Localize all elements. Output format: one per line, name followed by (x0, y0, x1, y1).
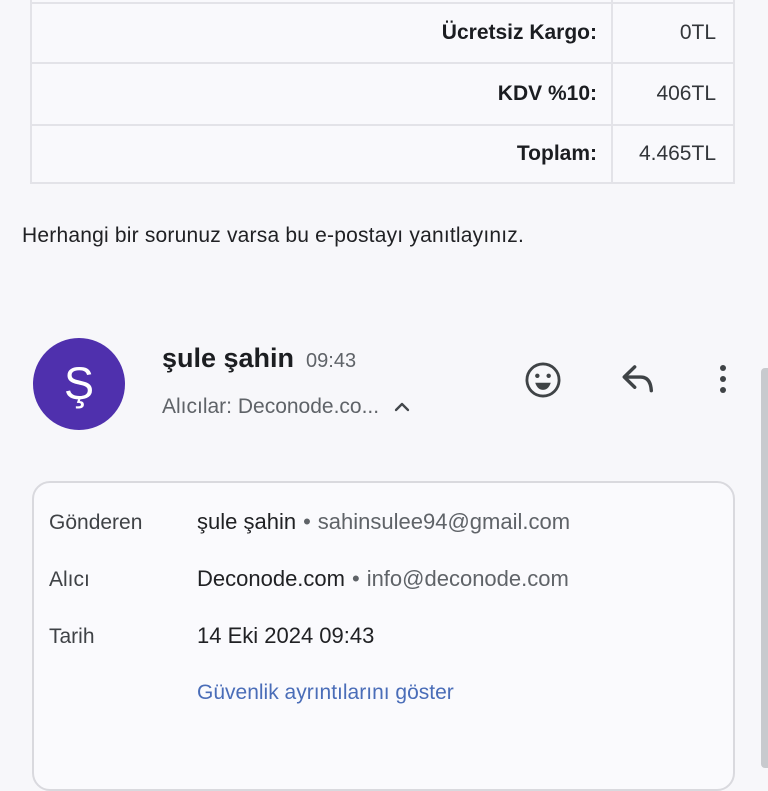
detail-value-primary: 14 Eki 2024 09:43 (197, 623, 375, 648)
chevron-up-icon (391, 396, 413, 418)
scrollbar-thumb[interactable] (761, 368, 768, 768)
avatar-letter: Ş (63, 358, 94, 409)
sender-name: şule şahin (162, 343, 295, 373)
detail-label: Gönderen (49, 511, 143, 534)
table-label-cell: Ücretsiz Kargo: (441, 21, 597, 44)
table-row (32, 62, 733, 124)
bullet-separator: • (351, 566, 360, 591)
recipients-label: Alıcılar: Deconode.co... (162, 395, 380, 418)
sent-time: 09:43 (306, 350, 357, 372)
order-summary-table (30, 0, 735, 184)
reply-arrow-icon (616, 357, 660, 401)
more-options-button[interactable] (701, 357, 745, 401)
detail-row-date (49, 623, 733, 650)
detail-label: Tarih (49, 625, 95, 648)
security-details-link[interactable]: Güvenlik ayrıntılarını göster (197, 681, 454, 704)
recipients-toggle[interactable] (162, 395, 413, 419)
table-value-cell (611, 0, 733, 2)
sender-name-line (162, 343, 356, 374)
detail-value-primary: şule şahin (197, 509, 297, 534)
sender-avatar[interactable] (33, 338, 125, 430)
detail-row-recipient (49, 566, 733, 593)
table-row (32, 2, 733, 62)
emoji-smiley-icon (522, 359, 564, 401)
message-details-card (32, 481, 735, 791)
table-label-cell (32, 0, 611, 2)
detail-value-secondary: info@deconode.com (366, 566, 569, 591)
table-value-cell: 4.465TL (611, 126, 733, 182)
bullet-separator: • (303, 509, 311, 534)
emoji-reaction-button[interactable] (521, 358, 565, 402)
table-label-cell: KDV %10: (497, 82, 597, 105)
reply-button[interactable] (616, 357, 660, 401)
table-row (32, 124, 733, 182)
table-row-partial (32, 0, 733, 2)
detail-label: Alıcı (49, 568, 90, 591)
reply-note-text: Herhangi bir sorunuz varsa bu e-postayı yanıtlayınız. (22, 224, 525, 247)
table-value-cell: 406TL (611, 64, 733, 124)
detail-row-sender (49, 509, 733, 536)
vertical-dots-icon (703, 359, 743, 399)
table-value-cell: 0TL (611, 4, 733, 62)
detail-value-primary: Deconode.com (197, 566, 345, 591)
table-label-cell: Toplam: (516, 142, 597, 165)
detail-value-secondary: sahinsulee94@gmail.com (317, 509, 571, 534)
